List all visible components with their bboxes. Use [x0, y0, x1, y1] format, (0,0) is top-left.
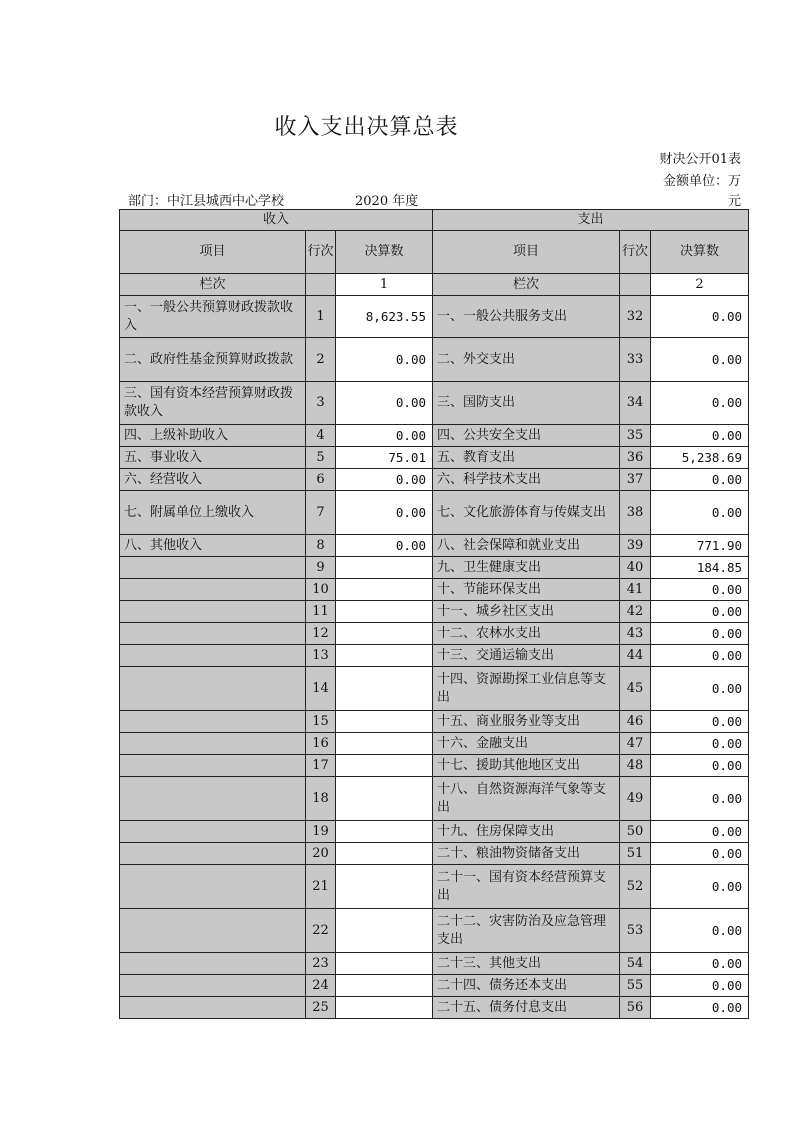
expense-amount-cell: 771.90 [651, 535, 749, 557]
income-rowno-cell: 7 [306, 491, 336, 535]
expense-item-cell: 二十二、灾害防治及应急管理支出 [433, 909, 620, 953]
income-item-cell: 三、国有资本经营预算财政拨款收入 [120, 382, 306, 425]
expense-item-cell: 七、文化旅游体育与传媒支出 [433, 491, 620, 535]
expense-amount-cell: 0.00 [651, 865, 749, 909]
expense-amount-cell: 0.00 [651, 821, 749, 843]
income-item-cell [120, 953, 306, 975]
column-header-row [120, 231, 749, 274]
section-header-row [120, 210, 749, 231]
income-item-cell [120, 579, 306, 601]
expense-item-cell: 十一、城乡社区支出 [433, 601, 620, 623]
expense-item-cell: 五、教育支出 [433, 447, 620, 469]
expense-rowno-cell: 50 [620, 821, 651, 843]
expense-rowno-cell: 38 [620, 491, 651, 535]
expense-item-cell: 六、科学技术支出 [433, 469, 620, 491]
income-item-cell [120, 711, 306, 733]
income-lanci-blank [306, 274, 336, 296]
income-amount-cell: 0.00 [336, 535, 433, 557]
amount-unit-continued: 元 [727, 194, 741, 209]
table-row [120, 623, 749, 645]
page-title [0, 110, 793, 141]
fiscal-year: 2020 年度 [355, 194, 419, 209]
expense-item-cell: 二十一、国有资本经营预算支出 [433, 865, 620, 909]
expense-item-cell: 十三、交通运输支出 [433, 645, 620, 667]
expense-rowno-cell: 53 [620, 909, 651, 953]
expense-amount-cell: 0.00 [651, 601, 749, 623]
expense-rowno-cell: 44 [620, 645, 651, 667]
income-amount-cell: 0.00 [336, 382, 433, 425]
table-row [120, 711, 749, 733]
title-text: 收入支出决算总表 [274, 115, 459, 140]
expense-item-cell: 二十、粮油物资储备支出 [433, 843, 620, 865]
income-item-cell: 七、附属单位上缴收入 [120, 491, 306, 535]
income-rowno-cell: 19 [306, 821, 336, 843]
expense-item-cell: 十七、援助其他地区支出 [433, 755, 620, 777]
expense-amount-cell: 0.00 [651, 777, 749, 821]
income-rowno-cell: 8 [306, 535, 336, 557]
income-rowno-cell: 15 [306, 711, 336, 733]
table-row [120, 382, 749, 425]
expense-amount-header: 决算数 [651, 231, 749, 274]
form-number: 财决公开01表 [659, 152, 741, 167]
income-amount-cell: 0.00 [336, 425, 433, 447]
expense-section-header: 支出 [433, 210, 749, 231]
income-rowno-cell: 25 [306, 997, 336, 1019]
table-row [120, 865, 749, 909]
expense-rowno-cell: 39 [620, 535, 651, 557]
table-row [120, 557, 749, 579]
table-row [120, 425, 749, 447]
table-row [120, 777, 749, 821]
expense-rowno-cell: 54 [620, 953, 651, 975]
income-amount-cell [336, 909, 433, 953]
income-amount-cell: 75.01 [336, 447, 433, 469]
expense-amount-cell: 0.00 [651, 733, 749, 755]
income-amount-cell: 8,623.55 [336, 296, 433, 338]
table-row [120, 733, 749, 755]
expense-amount-cell: 0.00 [651, 491, 749, 535]
income-amount-cell [336, 601, 433, 623]
income-rowno-cell: 1 [306, 296, 336, 338]
expense-item-cell: 十五、商业服务业等支出 [433, 711, 620, 733]
expense-amount-cell: 0.00 [651, 909, 749, 953]
expense-rowno-cell: 36 [620, 447, 651, 469]
income-item-cell: 六、经营收入 [120, 469, 306, 491]
income-item-cell [120, 865, 306, 909]
income-amount-cell [336, 777, 433, 821]
expense-amount-cell: 0.00 [651, 425, 749, 447]
income-expense-table [119, 209, 749, 1019]
expense-rowno-cell: 34 [620, 382, 651, 425]
expense-item-cell: 二、外交支出 [433, 338, 620, 382]
income-rowno-cell: 10 [306, 579, 336, 601]
expense-rowno-cell: 41 [620, 579, 651, 601]
income-rowno-cell: 13 [306, 645, 336, 667]
income-section-header: 收入 [120, 210, 433, 231]
income-rowno-cell: 14 [306, 667, 336, 711]
expense-rowno-cell: 49 [620, 777, 651, 821]
expense-item-cell: 九、卫生健康支出 [433, 557, 620, 579]
expense-item-cell: 一、一般公共服务支出 [433, 296, 620, 338]
expense-amount-cell: 0.00 [651, 667, 749, 711]
income-rowno-cell: 24 [306, 975, 336, 997]
expense-amount-cell: 0.00 [651, 382, 749, 425]
income-item-cell [120, 777, 306, 821]
income-rowno-cell: 9 [306, 557, 336, 579]
expense-amount-cell: 0.00 [651, 997, 749, 1019]
income-rowno-header: 行次 [306, 231, 336, 274]
table-row [120, 755, 749, 777]
table-row [120, 975, 749, 997]
income-amount-cell [336, 645, 433, 667]
income-rowno-cell: 3 [306, 382, 336, 425]
expense-item-cell: 十二、农林水支出 [433, 623, 620, 645]
table-row [120, 535, 749, 557]
income-item-cell: 二、政府性基金预算财政拨款 [120, 338, 306, 382]
table-row [120, 667, 749, 711]
income-rowno-cell: 16 [306, 733, 336, 755]
expense-rowno-cell: 33 [620, 338, 651, 382]
column-number-row [120, 274, 749, 296]
income-amount-header: 决算数 [336, 231, 433, 274]
income-item-cell [120, 601, 306, 623]
income-item-cell [120, 843, 306, 865]
expense-item-cell: 八、社会保障和就业支出 [433, 535, 620, 557]
income-amount-cell [336, 623, 433, 645]
department-label: 部门：中江县城西中心学校 [128, 194, 285, 209]
expense-rowno-cell: 40 [620, 557, 651, 579]
expense-amount-cell: 0.00 [651, 469, 749, 491]
table-row [120, 821, 749, 843]
income-rowno-cell: 22 [306, 909, 336, 953]
table-row [120, 469, 749, 491]
expense-item-cell: 十八、自然资源海洋气象等支出 [433, 777, 620, 821]
amount-unit: 金额单位：万 [662, 174, 741, 189]
expense-rowno-cell: 42 [620, 601, 651, 623]
income-amount-cell [336, 579, 433, 601]
expense-amount-cell: 0.00 [651, 755, 749, 777]
expense-item-cell: 二十五、债务付息支出 [433, 997, 620, 1019]
income-item-cell [120, 557, 306, 579]
income-rowno-cell: 18 [306, 777, 336, 821]
expense-amount-cell: 0.00 [651, 953, 749, 975]
income-rowno-cell: 20 [306, 843, 336, 865]
table-row [120, 953, 749, 975]
expense-amount-cell: 0.00 [651, 579, 749, 601]
income-item-cell [120, 975, 306, 997]
expense-amount-cell: 5,238.69 [651, 447, 749, 469]
expense-item-cell: 四、公共安全支出 [433, 425, 620, 447]
income-rowno-cell: 4 [306, 425, 336, 447]
table-row [120, 579, 749, 601]
table-row [120, 843, 749, 865]
income-item-cell [120, 645, 306, 667]
table-row [120, 447, 749, 469]
income-item-cell [120, 733, 306, 755]
expense-amount-cell: 184.85 [651, 557, 749, 579]
expense-rowno-cell: 48 [620, 755, 651, 777]
income-amount-cell: 0.00 [336, 491, 433, 535]
income-amount-cell [336, 733, 433, 755]
expense-item-cell: 十四、资源勘探工业信息等支出 [433, 667, 620, 711]
expense-amount-cell: 0.00 [651, 623, 749, 645]
expense-rowno-cell: 52 [620, 865, 651, 909]
expense-rowno-cell: 32 [620, 296, 651, 338]
expense-amount-cell: 0.00 [651, 975, 749, 997]
income-rowno-cell: 6 [306, 469, 336, 491]
expense-rowno-cell: 37 [620, 469, 651, 491]
expense-amount-cell: 0.00 [651, 843, 749, 865]
expense-amount-cell: 0.00 [651, 296, 749, 338]
income-rowno-cell: 5 [306, 447, 336, 469]
expense-rowno-cell: 55 [620, 975, 651, 997]
income-amount-cell: 0.00 [336, 469, 433, 491]
income-amount-cell [336, 557, 433, 579]
expense-rowno-cell: 46 [620, 711, 651, 733]
income-amount-cell [336, 997, 433, 1019]
expense-col-number: 2 [651, 274, 749, 296]
expense-item-cell: 十六、金融支出 [433, 733, 620, 755]
income-item-cell: 八、其他收入 [120, 535, 306, 557]
expense-lanci-blank [620, 274, 651, 296]
income-item-cell [120, 909, 306, 953]
income-col-number: 1 [336, 274, 433, 296]
income-amount-cell [336, 865, 433, 909]
income-item-cell [120, 623, 306, 645]
income-item-cell: 四、上级补助收入 [120, 425, 306, 447]
income-rowno-cell: 17 [306, 755, 336, 777]
expense-rowno-cell: 45 [620, 667, 651, 711]
income-item-cell [120, 755, 306, 777]
expense-rowno-header: 行次 [620, 231, 651, 274]
table-row [120, 338, 749, 382]
table-row [120, 491, 749, 535]
income-item-cell: 一、一般公共预算财政拨款收入 [120, 296, 306, 338]
table-row [120, 997, 749, 1019]
expense-item-header: 项目 [433, 231, 620, 274]
income-amount-cell [336, 953, 433, 975]
income-rowno-cell: 21 [306, 865, 336, 909]
income-amount-cell: 0.00 [336, 338, 433, 382]
income-amount-cell [336, 711, 433, 733]
income-item-cell: 五、事业收入 [120, 447, 306, 469]
income-amount-cell [336, 667, 433, 711]
income-rowno-cell: 23 [306, 953, 336, 975]
income-amount-cell [336, 843, 433, 865]
income-amount-cell [336, 975, 433, 997]
expense-rowno-cell: 47 [620, 733, 651, 755]
income-rowno-cell: 2 [306, 338, 336, 382]
expense-item-cell: 十九、住房保障支出 [433, 821, 620, 843]
table-row [120, 601, 749, 623]
expense-lanci-label: 栏次 [433, 274, 620, 296]
expense-item-cell: 十、节能环保支出 [433, 579, 620, 601]
income-amount-cell [336, 755, 433, 777]
expense-item-cell: 二十四、债务还本支出 [433, 975, 620, 997]
expense-rowno-cell: 35 [620, 425, 651, 447]
table-row [120, 909, 749, 953]
table-row [120, 296, 749, 338]
income-amount-cell [336, 821, 433, 843]
income-lanci-label: 栏次 [120, 274, 306, 296]
expense-rowno-cell: 43 [620, 623, 651, 645]
income-item-cell [120, 821, 306, 843]
expense-amount-cell: 0.00 [651, 645, 749, 667]
table-row [120, 645, 749, 667]
expense-rowno-cell: 56 [620, 997, 651, 1019]
income-rowno-cell: 11 [306, 601, 336, 623]
income-item-cell [120, 667, 306, 711]
expense-amount-cell: 0.00 [651, 338, 749, 382]
expense-item-cell: 二十三、其他支出 [433, 953, 620, 975]
expense-item-cell: 三、国防支出 [433, 382, 620, 425]
expense-amount-cell: 0.00 [651, 711, 749, 733]
income-item-header: 项目 [120, 231, 306, 274]
income-rowno-cell: 12 [306, 623, 336, 645]
expense-rowno-cell: 51 [620, 843, 651, 865]
income-item-cell [120, 997, 306, 1019]
